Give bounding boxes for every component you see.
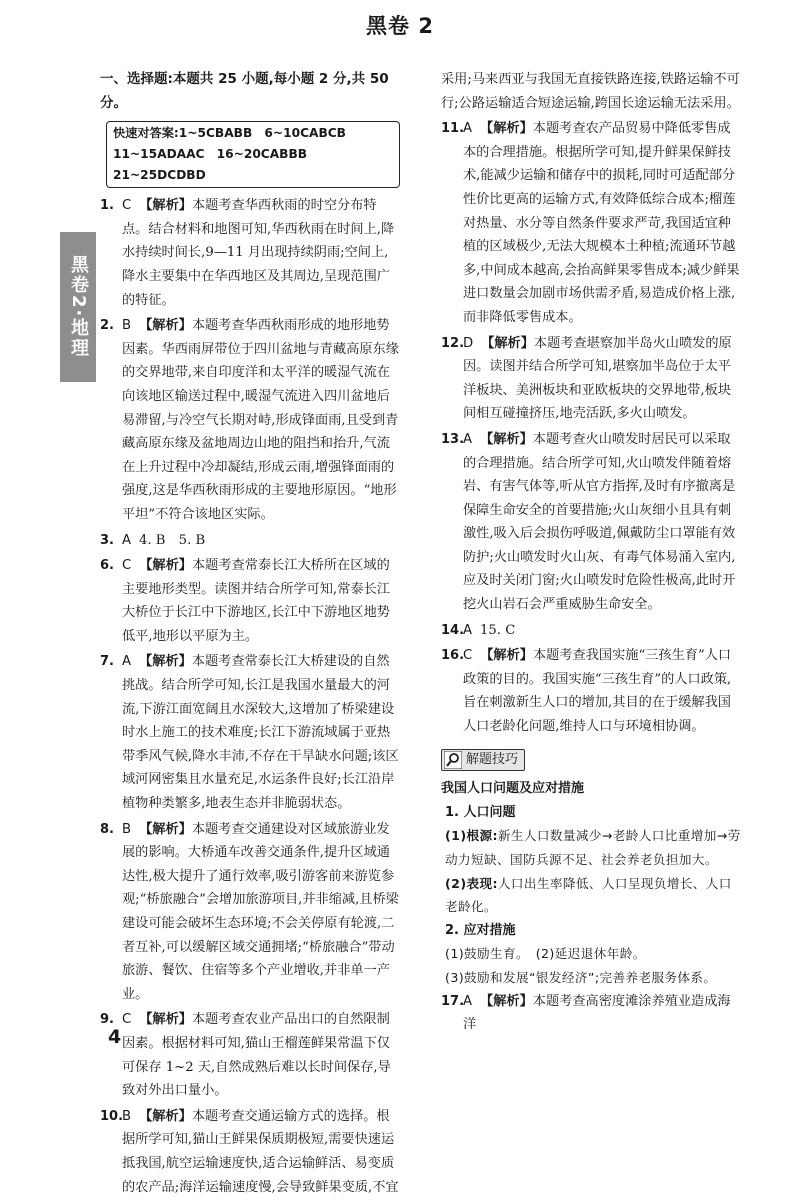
tips-paragraph-3: (1)鼓励生育。 (2)延迟退休年龄。 xyxy=(445,946,646,962)
tips-badge xyxy=(441,749,525,771)
quick-answers-box xyxy=(106,121,400,188)
answer-item-17: 17. A 【解析】本题考查高密度滩涂养殖业造成海洋 xyxy=(441,993,731,1033)
answer-item-13: 13. A 【解析】本题考查火山喷发时居民可以采取的合理措施。结合所学可知,火山喷发伴随着熔岩、有害气体等,听从官方指挥,及时有序撤离是保障生命安全的首要措施;火山灰细小且具有刺激性,吸入后会损伤呼吸道,佩戴防尘口罩能有效防护;火山喷发时火山灰、有毒气体易涌入室内,应及时关闭门窗;火山喷发时危险性极高,此时开挖火山岩石会严重威胁生命安全。 xyxy=(441,431,736,613)
section-heading: 一、选择题:本题共 25 小题,每小题 2 分,共 50 分。 xyxy=(100,71,389,111)
answer-item-1: 1. C 【解析】本题考查华西秋雨的时空分布特点。结合材料和地图可知,华西秋雨在时间上,降水持续时间长,9—11 月出现持续阴雨;空间上,降水主要集中在华西地区及其周边,呈现范围广的特征。 xyxy=(100,198,395,308)
answer-item-3-5: 3. A 4. B 5. B xyxy=(100,532,206,548)
tips-paragraph-1: (1)根源:新生人口数量减少→老龄人口比重增加→劳动力短缺、国防兵源不足、社会养老负担加大。 xyxy=(445,828,741,867)
answer-item-7: 7. A 【解析】本题考查常泰长江大桥建设的自然挑战。结合所学可知,长江是我国水量最大的河流,下游江面宽阔且水深较大,这增加了桥梁建设时水上施工的技术难度;长江下游流域属于亚热带季风气候,降水丰沛,不存在干旱缺水问题;该区域河网密集且水量充足,水运条件良好;长江沿岸植物种类繁多,地表生态并非脆弱状态。 xyxy=(100,654,399,812)
side-tab xyxy=(60,232,96,382)
right-column xyxy=(441,68,741,1039)
answer-item-12: 12. D 【解析】本题考查堪察加半岛火山喷发的原因。读图并结合所学可知,堪察加半岛位于太平洋板块、美洲板块和亚欧板块的交界地带,板块间相互碰撞挤压,地壳活跃,多火山喷发。 xyxy=(441,335,732,422)
tips-heading-2: 2. 应对措施 xyxy=(445,922,516,938)
continued-text: 采用;马来西亚与我国无直接铁路连接,铁路运输不可行;公路运输适合短途运输,跨国长途运输无法采用。 xyxy=(441,72,740,111)
answer-item-9: 9. C 【解析】本题考查农业产品出口的自然限制因素。根据材料可知,猫山王榴莲鲜果常温下仅可保存 1~2 天,自然成熟后难以长时间保存,导致对外出口量小。 xyxy=(100,1012,391,1099)
tips-badge-label: 解题技巧 xyxy=(466,751,519,767)
tips-paragraph-4: (3)鼓励和发展“银发经济”;完善养老服务体系。 xyxy=(445,969,717,985)
page-title: 黑卷 2 xyxy=(366,14,434,38)
tips-paragraph-2: (2)表现:人口出生率降低、人口呈现负增长、人口老龄化。 xyxy=(445,875,732,915)
quick-answers-line-2: 11~15ADAAC 16~20CABBB 21~25DCDBD xyxy=(113,147,320,183)
answer-item-8: 8. B 【解析】本题考查交通建设对区域旅游业发展的影响。大桥通车改善交通条件,提升区域通达性,极大提升了通行效率,吸引游客前来游览参观;“桥旅融合”会增加旅游项目,并非缩减,且桥梁建设可能会破坏生态环境;不会关停原有轮渡,二者互补,可以缓解区域交通拥堵;“桥旅融合”带动旅游、餐饮、住宿等多个产业增收,并非单一产业。 xyxy=(100,821,399,1002)
quick-answers-line-1: 快速对答案:1~5CBABB 6~10CABCB xyxy=(113,126,346,141)
answer-item-10: 10. B 【解析】本题考查交通运输方式的选择。根据所学可知,猫山王鲜果保质期极短,需要快速运抵我国,航空运输速度快,适合运输鲜活、易变质的农产品;海洋运输速度慢,会导致鲜果变质,不宜 xyxy=(100,1108,399,1195)
page-number: 4 xyxy=(108,1026,122,1048)
side-tab-label: 黑卷2·地理 xyxy=(68,255,89,359)
answer-item-16: 16. C 【解析】本题考查我国实施“三孩生育”人口政策的目的。我国实施“三孩生育”的人口政策,旨在刺激新生人口的增加,其目的在于缓解我国人口老龄化问题,维持人口与环境相协调。 xyxy=(441,648,732,735)
answer-item-11: 11. A 【解析】本题考查农产品贸易中降低零售成本的合理措施。根据所学可知,提升鲜果保鲜技术,能减少运输和储存中的损耗,同时可适配部分性价比更高的运输方式,有效降低综合成本;榴莲对热量、水分等自然条件要求严苛,我国适宜种植的区域极少,无法大规模本土种植;流通环节越多,中间成本越高,会抬高鲜果零售成本;减少鲜果进口数量会加剧市场供需矛盾,易造成价格上涨,而非降低零售成本。 xyxy=(441,121,740,325)
answer-item-6: 6. C 【解析】本题考查常泰长江大桥所在区域的主要地形类型。读图并结合所学可知,常泰长江大桥位于长江中下游地区,长江中下游地区地势低平,地形以平原为主。 xyxy=(100,558,390,644)
tips-title: 我国人口问题及应对措施 xyxy=(441,781,585,797)
tips-heading-1: 1. 人口问题 xyxy=(445,804,516,820)
magnifier-icon xyxy=(444,751,462,769)
left-column xyxy=(100,68,400,1201)
answer-item-14-15: 14. A 15. C xyxy=(441,622,516,638)
answer-item-2: 2. B 【解析】本题考查华西秋雨形成的地形地势因素。华西雨屏带位于四川盆地与青藏高原东缘的交界地带,来自印度洋和太平洋的暖湿气流在向该地区输送过程中,暖湿气流进入四川盆地后易滞留,与冷空气长期对峙,形成锋面雨,且受到青藏高原东缘及盆地周边山地的阻挡和抬升,气流在上升过程中冷却凝结,形成云雨,增强锋面雨的强度,这是华西秋雨形成的主要地形原因。“地形平坦”不符合该地区实际。 xyxy=(100,318,399,522)
